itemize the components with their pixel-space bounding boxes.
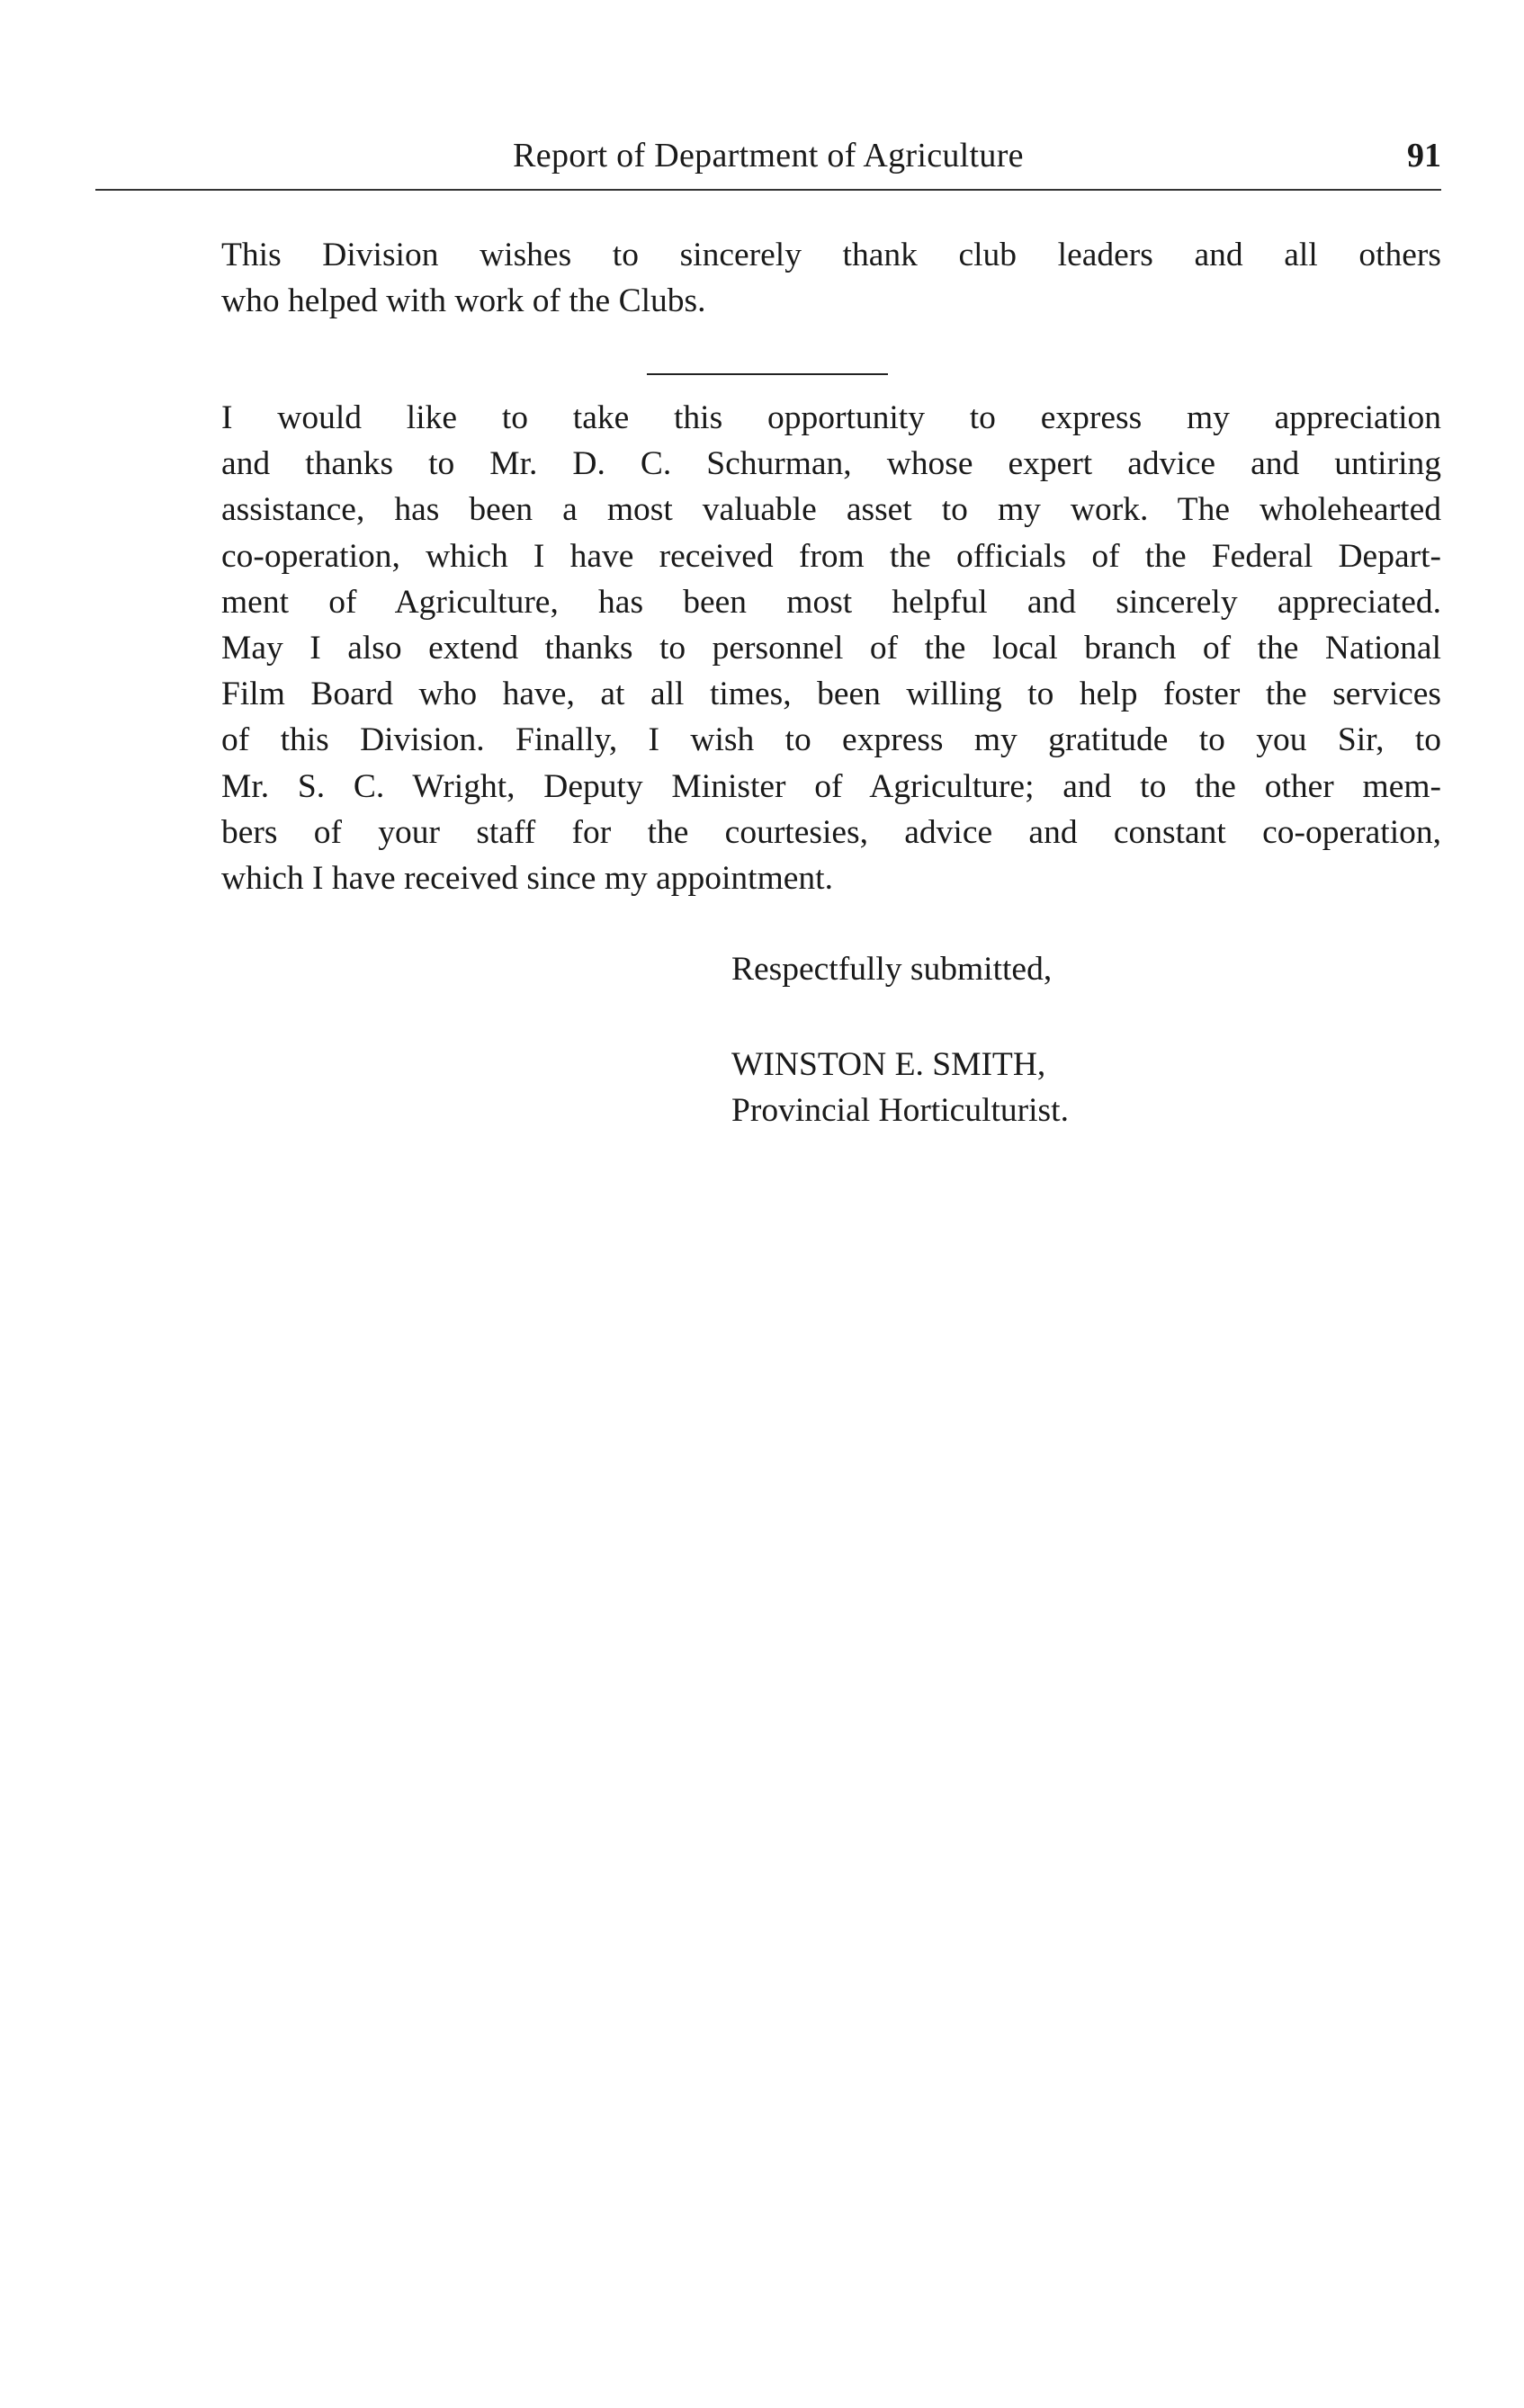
running-header bbox=[95, 133, 1441, 187]
paragraph-line: co-operation, which I have received from the officials of the Federal Depart- bbox=[221, 537, 1441, 575]
signature-block bbox=[731, 1042, 1069, 1133]
paragraph-line: I would like to take this opportunity to express my appreciation bbox=[221, 399, 1441, 436]
paragraph-line: Mr. S. C. Wright, Deputy Minister of Agriculture; and to the other mem- bbox=[221, 767, 1441, 805]
paragraph-line: bers of your staff for the courtesies, advice and constant co-operation, bbox=[221, 813, 1441, 851]
section-divider bbox=[647, 373, 888, 375]
closing-salutation: Respectfully submitted, bbox=[731, 951, 1053, 988]
paragraph-line: This Division wishes to sincerely thank club leaders and all others bbox=[221, 237, 1441, 273]
paragraph-line: assistance, has been a most valuable asset to my work. The wholehearted bbox=[221, 491, 1441, 529]
signature-name: WINSTON E. SMITH, bbox=[731, 1046, 1046, 1083]
paragraph-line: and thanks to Mr. D. C. Schurman, whose expert advice and untiring bbox=[221, 445, 1441, 483]
header-rule bbox=[95, 189, 1441, 191]
paragraph-line: who helped with work of the Clubs. bbox=[221, 282, 706, 320]
paragraph-line: of this Division. Finally, I wish to express my gratitude to you Sir, to bbox=[221, 721, 1441, 759]
header-title: Report of Department of Agriculture bbox=[513, 137, 1024, 175]
page-number: 91 bbox=[1407, 137, 1441, 175]
paragraph-line: which I have received since my appointment. bbox=[221, 860, 833, 898]
paragraph-line: ment of Agriculture, has been most helpful and sincerely appreciated. bbox=[221, 583, 1441, 621]
signature-title: Provincial Horticulturist. bbox=[731, 1092, 1069, 1130]
paragraph-line: May I also extend thanks to personnel of the local branch of the National bbox=[221, 630, 1441, 667]
paragraph-line: Film Board who have, at all times, been willing to help foster the services bbox=[221, 676, 1441, 713]
paragraph-club-thanks bbox=[97, 232, 1441, 324]
paragraph-appreciation bbox=[97, 395, 1441, 901]
